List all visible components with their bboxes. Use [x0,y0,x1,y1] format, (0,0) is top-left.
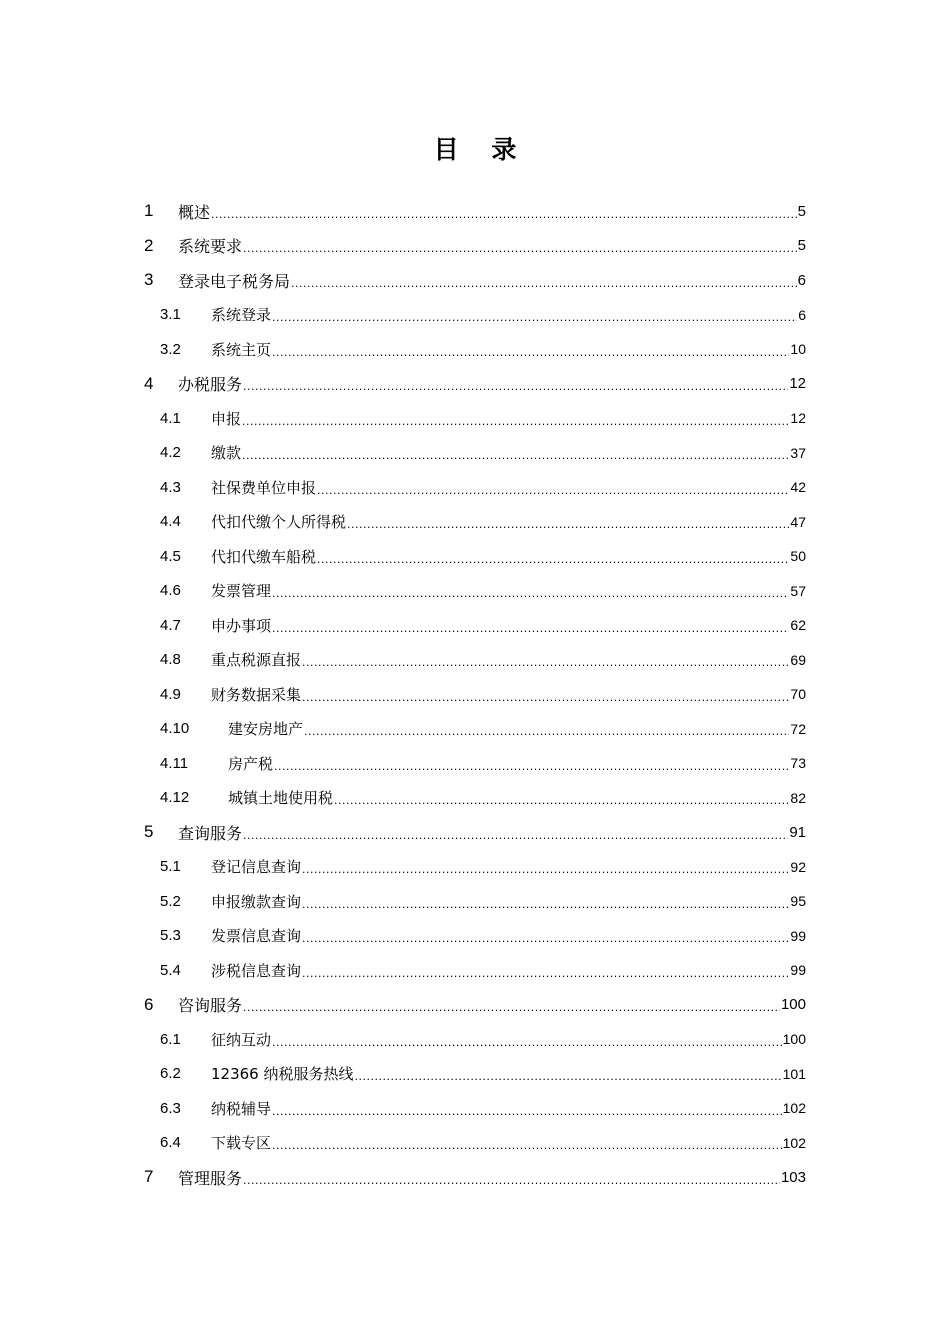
toc-entry[interactable] [0,505,950,540]
toc-entry[interactable] [0,332,950,367]
toc-page-number: 6 [798,306,806,323]
toc-entry-title[interactable]: 发票管理 [211,582,272,601]
toc-entry-number: 4.2 [160,444,181,462]
toc-entry[interactable] [0,919,950,954]
toc-dot-leader [211,208,797,221]
toc-dot-leader [291,277,797,290]
toc-entry-number: 3.2 [160,340,181,358]
toc-dot-leader [243,380,788,393]
toc-entry[interactable] [0,1057,950,1092]
toc-entry[interactable] [0,677,950,712]
toc-dot-leader [274,760,789,773]
toc-entry[interactable] [0,1160,950,1195]
toc-entry-title[interactable]: 概述 [178,202,211,222]
toc-page-number: 102 [782,1134,806,1151]
toc-entry-title[interactable]: 代扣代缴车船税 [211,547,317,566]
toc-entry[interactable] [0,746,950,781]
toc-entry[interactable] [0,712,950,747]
toc-entry-title[interactable]: 代扣代缴个人所得税 [211,513,347,532]
toc-entry-number: 6.1 [160,1030,181,1048]
toc-dot-leader [317,553,789,566]
toc-entry-number: 4.7 [160,616,181,634]
toc-page-number: 91 [789,823,806,841]
toc-entry-title[interactable]: 涉税信息查询 [211,961,302,980]
toc-page-number: 92 [790,858,806,875]
toc-entry[interactable] [0,608,950,643]
toc-page-number: 12 [790,410,806,427]
toc-page-number: 57 [790,582,806,599]
toc-page-number: 100 [780,996,806,1014]
toc-entry-number: 6.3 [160,1099,181,1117]
toc-entry-title[interactable]: 重点税源直报 [211,651,302,670]
toc-entry[interactable] [0,436,950,471]
toc-page-number: 70 [790,686,806,703]
toc-entry[interactable] [0,1022,950,1057]
toc-dot-leader [334,794,789,807]
toc-entry-number: 4.6 [160,582,181,600]
toc-page-number: 103 [780,1168,806,1186]
toc-page-number: 102 [782,1100,806,1117]
table-of-contents [0,194,950,1195]
toc-entry-title[interactable]: 征纳互动 [211,1030,272,1049]
toc-entry-title[interactable]: 查询服务 [178,823,243,843]
toc-page-number: 62 [790,617,806,634]
toc-dot-leader [355,1070,782,1083]
toc-dot-leader [347,518,789,531]
toc-entry[interactable] [0,194,950,229]
toc-entry-title[interactable]: 申报 [211,409,242,428]
toc-entry[interactable] [0,298,950,333]
toc-dot-leader [242,415,789,428]
toc-entry-title[interactable]: 房产税 [228,754,274,773]
toc-dot-leader [243,242,797,255]
toc-entry-title[interactable]: 下载专区 [211,1134,272,1153]
toc-entry[interactable] [0,1091,950,1126]
toc-page-number: 6 [797,271,806,289]
toc-entry-number: 4.3 [160,478,181,496]
toc-entry[interactable] [0,643,950,678]
toc-entry-number: 6.2 [160,1065,181,1083]
toc-dot-leader [272,1139,782,1152]
toc-entry-number: 4.9 [160,685,181,703]
toc-entry[interactable] [0,263,950,298]
toc-dot-leader [272,346,789,359]
toc-entry-title[interactable]: 财务数据采集 [211,685,302,704]
toc-entry[interactable] [0,815,950,850]
toc-entry[interactable] [0,781,950,816]
toc-entry-title[interactable]: 社保费单位申报 [211,478,317,497]
toc-entry[interactable] [0,850,950,885]
toc-entry-number: 4.12 [160,789,190,807]
toc-page-number: 42 [790,479,806,496]
toc-entry-title[interactable]: 纳税辅导 [211,1099,272,1118]
toc-entry-number: 4.4 [160,513,181,531]
toc-entry[interactable] [0,884,950,919]
toc-dot-leader [302,691,789,704]
toc-entry-number: 3 [144,270,154,290]
toc-entry[interactable] [0,367,950,402]
toc-entry[interactable] [0,229,950,264]
page-title: 目 录 [433,135,529,164]
toc-dot-leader [304,725,789,738]
toc-entry-title[interactable]: 登记信息查询 [211,858,302,877]
toc-dot-leader [302,932,789,945]
toc-dot-leader [302,967,789,980]
toc-page-number: 99 [790,962,806,979]
toc-entry-title[interactable]: 缴款 [211,444,242,463]
toc-entry-title[interactable]: 管理服务 [178,1168,243,1188]
toc-entry[interactable] [0,574,950,609]
toc-dot-leader [302,898,789,911]
toc-page-number: 10 [790,341,806,358]
toc-entry-number: 4.11 [160,754,189,772]
toc-page-number: 101 [782,1065,806,1082]
toc-dot-leader [272,311,797,324]
toc-entry-title[interactable]: 系统登录 [211,306,272,325]
toc-dot-leader [317,484,789,497]
toc-page-number: 69 [790,651,806,668]
toc-page-number: 82 [790,789,806,806]
toc-entry-number: 4.5 [160,547,181,565]
toc-entry[interactable] [0,953,950,988]
toc-page-number: 37 [790,444,806,461]
toc-entry-number: 2 [144,235,154,255]
toc-entry-number: 4.10 [160,720,190,738]
toc-entry-title[interactable]: 申报缴款查询 [211,892,302,911]
toc-dot-leader [302,656,789,669]
toc-entry-number: 5 [144,822,154,842]
toc-entry-number: 5.1 [160,858,181,876]
toc-entry[interactable] [0,988,950,1023]
toc-entry-number: 5.3 [160,927,181,945]
toc-entry[interactable] [0,401,950,436]
toc-page-number: 95 [790,893,806,910]
toc-page-number: 50 [790,548,806,565]
toc-entry-title[interactable]: 建安房地产 [228,720,304,739]
toc-dot-leader [272,1036,782,1049]
toc-entry-title[interactable]: 咨询服务 [178,996,243,1016]
toc-entry-title[interactable]: 城镇土地使用税 [228,789,334,808]
toc-entry-number: 4 [144,373,154,393]
toc-entry-number: 6 [144,994,154,1014]
toc-dot-leader [302,863,789,876]
toc-entry-title[interactable]: 登录电子税务局 [178,271,291,291]
toc-entry-number: 6.4 [160,1134,181,1152]
toc-entry-number: 5.4 [160,961,181,979]
toc-dot-leader [243,1001,780,1014]
toc-page-number: 72 [790,720,806,737]
toc-entry-title[interactable]: 12366 纳税服务热线 [211,1065,354,1084]
toc-dot-leader [272,622,789,635]
toc-page-number: 73 [790,755,806,772]
toc-entry[interactable] [0,539,950,574]
toc-entry-title[interactable]: 系统要求 [178,237,243,257]
toc-dot-leader [242,449,789,462]
toc-dot-leader [272,587,789,600]
toc-entry-number: 3.1 [160,306,181,324]
toc-dot-leader [243,1174,780,1187]
toc-entry-number: 4.1 [160,409,181,427]
toc-entry-number: 4.8 [160,651,181,669]
toc-entry[interactable] [0,470,950,505]
toc-entry-title[interactable]: 系统主页 [211,340,272,359]
toc-page-number: 5 [797,237,806,255]
toc-entry-number: 5.2 [160,892,181,910]
toc-page-number: 100 [782,1031,806,1048]
toc-entry-title[interactable]: 办税服务 [178,375,243,395]
toc-entry-number: 7 [144,1167,154,1187]
toc-page-number: 12 [789,375,806,393]
toc-entry-title[interactable]: 发票信息查询 [211,927,302,946]
toc-page-number: 99 [790,927,806,944]
toc-dot-leader [243,829,788,842]
toc-page-number: 47 [790,513,806,530]
toc-entry-title[interactable]: 申办事项 [211,616,272,635]
toc-entry-number: 1 [144,201,154,221]
toc-entry[interactable] [0,1126,950,1161]
toc-page-number: 5 [797,202,806,220]
toc-dot-leader [272,1105,782,1118]
